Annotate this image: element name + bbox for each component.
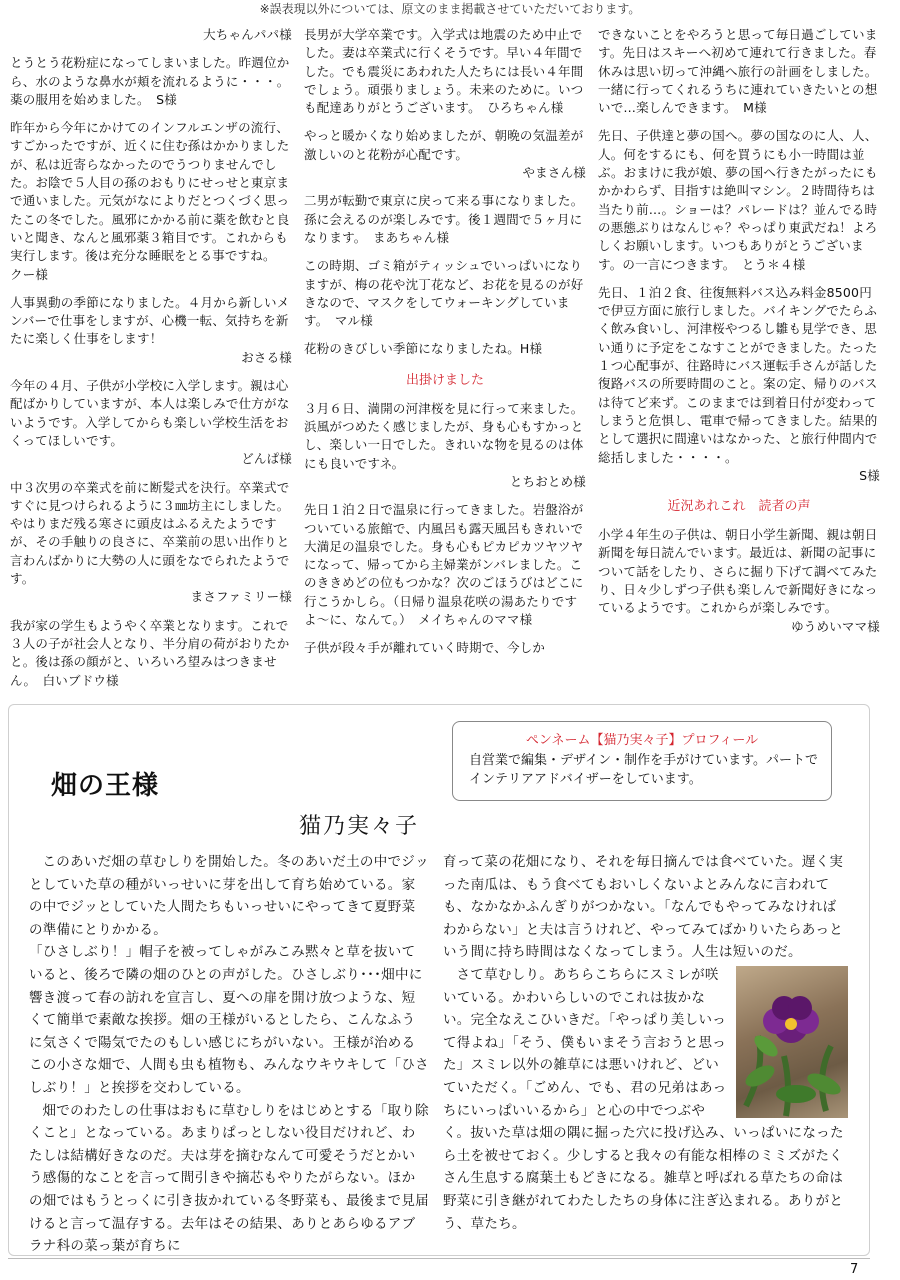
reader-post <box>10 26 292 44</box>
reader-post <box>598 127 880 273</box>
reader-post <box>304 501 586 629</box>
reader-post-text: 二男が転勤で東京に戻って来る事になりました。孫に会えるのが楽しみです。後１週間で５ヶ月になります。 まあちゃん様 <box>304 193 584 245</box>
reader-column-1 <box>10 26 292 704</box>
reader-post-text: 中３次男の卒業式を前に断髪式を決行。卒業式ですぐに見つけられるように３㎜坊主にしました。やはりまだ残る寒さに頭皮はふるえたようですが、その手触りの良さに、卒業前の思い出作りと言わんばかりに大勢の人に頭をなでられたようです。 <box>10 479 290 587</box>
reader-post-signature: とちおとめ様 <box>509 473 586 489</box>
essay-paragraph: さて草むしり。あちらこちらにスミレが咲いている。かわいらしいのでこれは抜かない。完全なえこひいきだ。「やっぱり美しいって得よね」「そう、僕もいまそう言おうと思った」スミレ以外の雑草には悪いけれど、どいていただく。「ごめん、でも、君の兄弟はあっちにいっぱいいるから」と心の中でつぶやく。抜いた草は畑の隅に掘った穴に投げ込み、いっぱいになったら土を被せておく。少しすると我々の有能な相棒のミミズがたくさん生息する腐葉土もどきになる。雑草と呼ばれる草たちの命は野菜に引き継がれてわたしたちの身体に注ぎ込まれる。ありがとう、草たち。 <box>443 966 844 1232</box>
reader-post-text: 我が家の学生もようやく卒業となります。これで３人の子が社会人となり、半分肩の荷がおりたかと。後は孫の顔がと、いろいろ望みはつきません。 白いブドウ様 <box>10 617 290 688</box>
violet-flower-icon <box>736 966 848 1118</box>
essay-left-column <box>29 851 429 1256</box>
reader-post-text: この時期、ゴミ箱がティッシュでいっぱいになりますが、梅の花や沈丁花など、お花を見るのが好きなので、マスクをしてウォーキングしています。 マル様 <box>304 258 584 329</box>
footer-rule <box>8 1258 870 1259</box>
reader-post-text: 今年の４月、子供が小学校に入学します。親は心配ばかりしていますが、本人は楽しみで仕方がないようです。入学してからも楽しい学校生活をおくってほしいです。 <box>10 378 290 448</box>
reader-post-text: 先日、子供達と夢の国へ。夢の国なのに人、人、人。何をするにも、何を買うにも小一時間は並ぶ。おまけに我が娘、夢の国へ行きたがったにもかかわらず、目指すは絶叫マシン。２時間待ちは当たり前…。ショーは？パレードは？並んでる時の悪態ぶりはなんじゃ？やっぱり東武だね！よろしくお願いします。いつもありがとうございます。の一言につきます。 とう＊４様 <box>598 128 878 272</box>
reader-post-text: ３月６日、満開の河津桜を見に行って来ました。浜風がつめたく感じましたが、身も心もすかっとし、楽しい一日でした。きれいな物を見るのは体にも良いですネ。 <box>304 400 584 471</box>
reader-post-text: できないことをやろうと思って毎日過ごしています。先日はスキーへ初めて連れて行きました。春休みは思い切って沖縄へ旅行の計画をしました。一緒に行ってくれるうちに連れていきたいとの想いで…楽しんできます。 M様 <box>598 27 878 116</box>
reader-post <box>10 377 292 468</box>
reader-post-signature: ゆうめいママ様 <box>791 618 880 634</box>
essay-paragraph: 畑でのわたしの仕事はおもに草むしりをはじめとする「取り除くこと」となっている。あまりぱっとしない役目だけれど、わたしは結構好きなのだ。夫は芽を摘むなんて可愛そうだとかいう感傷的なことを言って間引きや摘芯もやりたがらない。ほかの畑ではもうとっくに引き抜かれている冬野菜も、最後まで見届けると言って温存する。去年はその結果、ありとあらゆるアブラナ科の菜っ葉が育ちに <box>29 1102 429 1255</box>
reader-post <box>304 340 586 358</box>
reader-post-signature: おさる様 <box>241 349 292 365</box>
reader-post <box>304 127 586 182</box>
reader-post <box>304 192 586 247</box>
reader-post-signature: やまさん様 <box>522 165 586 181</box>
profile-box <box>452 721 832 801</box>
essay-right-column <box>443 851 848 1235</box>
essay-box <box>8 704 870 1256</box>
essay-title: 畑の王様 <box>51 771 160 801</box>
reader-post <box>598 284 880 485</box>
reader-post-text: 昨年から今年にかけてのインフルエンザの流行、すごかったですが、近くに住む孫はかかりましたが、私は近寄らなかったのでうつりませんでした。お陰で５人目の孫のおもりにせっせと東京まで通いました。元気がなによりだとつくづく思ったこの冬でした。風邪にかかる前に薬を飲むと良いと聞き、なんと風邪薬３箱目です。これからも実行します。後は充分な睡眠をとる事ですね。 クー様 <box>10 120 290 282</box>
reader-post-text: やっと暖かくなり始めましたが、朝晩の気温差が激しいのと花粉が心配です。 <box>304 128 584 162</box>
reader-column-2 <box>304 26 586 704</box>
reader-post-text: 先日１泊２日で温泉に行ってきました。岩盤浴がついている旅館で、内風呂も露天風呂もきれいで大満足の温泉でした。身も心もピカピカツヤツヤになって、帰ってから主婦業がンバレました。このききめどの位もつかな？次のごほうびはどこに行こうかしら。（日帰り温泉花咲の湯あたりですよ～に、なんて。） メイちゃんのママ様 <box>304 502 584 628</box>
reader-post-text: 子供が段々手が離れていく時期で、今しか <box>304 640 546 656</box>
page-number: 7 <box>850 1262 859 1277</box>
violet-photo <box>736 966 848 1118</box>
reader-post <box>598 526 880 636</box>
reader-post-signature: S様 <box>859 467 880 483</box>
reader-post <box>598 26 880 117</box>
essay-author: 猫乃実々子 <box>298 814 419 839</box>
reader-post <box>304 257 586 330</box>
reader-post <box>304 400 586 491</box>
reader-post <box>10 479 292 607</box>
reader-post <box>10 617 292 690</box>
reader-post-text: 先日、１泊２食、往復無料バス込み料金8500円で伊豆方面に旅行しました。バイキングでたらふく飲み食いし、河津桜やつるし雛も見学でき、思い通りに予定をこなすことができました。たった１つ心配事が、往路時にバス運転手さんが話した復路バスの所要時間のこと。案の定、帰りのバスは待てど来ず。このままでは到着日付が変わってしまうと危惧し、電車で帰ってきました。結果的として選択に間違いはなかった、と旅行仲間内で総括しました・・・・。 <box>598 284 878 465</box>
essay-paragraph: このあいだ畑の草むしりを開始した。冬のあいだ土の中でジッとしていた草の種がいっせいに芽を出して育ち始めている。家の中でジッとしていた人間たちもいっせいにやってきて夏野菜の準備にとりかかる。 <box>29 854 429 938</box>
essay-paragraph: 「ひさしぶり！」帽子を被ってしゃがみこみ黙々と草を抜いていると、後ろで隣の畑のひとの声がした。ひさしぶり･･･畑中に響き渡って春の訪れを宣言し、夏への扉を開け放つような、短くて簡単で素敵な挨拶。畑の王様がいるとしたら、こんなふうに気さくで陽気でたのもしい感じにちがいない。王様が治めるこの小さな畑で、人間も虫も植物も、みんなウキウキして「ひさしぶり！」と挨拶を交わしている。 <box>29 944 429 1096</box>
reader-post <box>10 119 292 284</box>
reader-voices-section <box>4 20 894 705</box>
profile-title: ペンネーム【猫乃実々子】プロフィール <box>525 733 759 748</box>
reader-post <box>10 294 292 367</box>
section-heading: 出掛けました <box>405 372 484 388</box>
reader-post <box>304 639 586 657</box>
reader-post-text: 長男が大学卒業です。入学式は地震のため中止でした。妻は卒業式に行くそうです。早い４年間でした。でも震災にあわれた人たちには長い４年間でしょう。頑張りましょう。未来のために。いつも配達ありがとうございます。 ひろちゃん様 <box>304 27 584 116</box>
reader-column-3 <box>598 26 880 704</box>
profile-body: 自営業で編集・デザイン・制作を手がけています。パートでインテリアアドバイザーをしています。 <box>469 753 819 787</box>
reader-post <box>304 26 586 117</box>
essay-paragraph: 育って菜の花畑になり、それを毎日摘んでは食べていた。遅く実った南瓜は、もう食べてもおいしくないよとみんなに言われても、なかなかふんぎりがつかない。「なんでもやってみなければわからない」と夫は言うけれど、やってみてばかりいたらあっという間に持ち時間はなくなってしまう。人生は短いのだ。 <box>443 854 844 961</box>
reader-post-signature: 大ちゃんパパ様 <box>203 27 292 42</box>
reader-post-text: とうとう花粉症になってしまいました。昨週位から、水のような鼻水が頬を流れるように・・・。薬の服用を始めました。 S様 <box>10 55 290 107</box>
reader-post-signature: まさファミリー様 <box>190 589 292 605</box>
reader-post-signature: どんぱ様 <box>241 451 292 467</box>
reader-post-text: 花粉のきびしい季節になりましたね。H様 <box>304 341 543 357</box>
notice-text: ※誤表現以外については、原文のまま掲載させていただいております。 <box>259 2 641 16</box>
reader-post <box>10 54 292 109</box>
reader-post-text: 小学４年生の子供は、朝日小学生新聞、親は朝日新聞を毎日読んでいます。最近は、新聞の記事について話をしたり、さらに掘り下げて調べてみたり、日々少しずつ子供も楽しんで新聞好きになっているようです。これからが楽しみです。 <box>598 527 878 616</box>
reader-post-text: 人事異動の季節になりました。４月から新しいメンバーで仕事をしますが、心機一転、気持ちを新たに楽しく仕事をします！ <box>10 294 290 347</box>
section-heading: 近況あれこれ 読者の声 <box>667 499 811 515</box>
